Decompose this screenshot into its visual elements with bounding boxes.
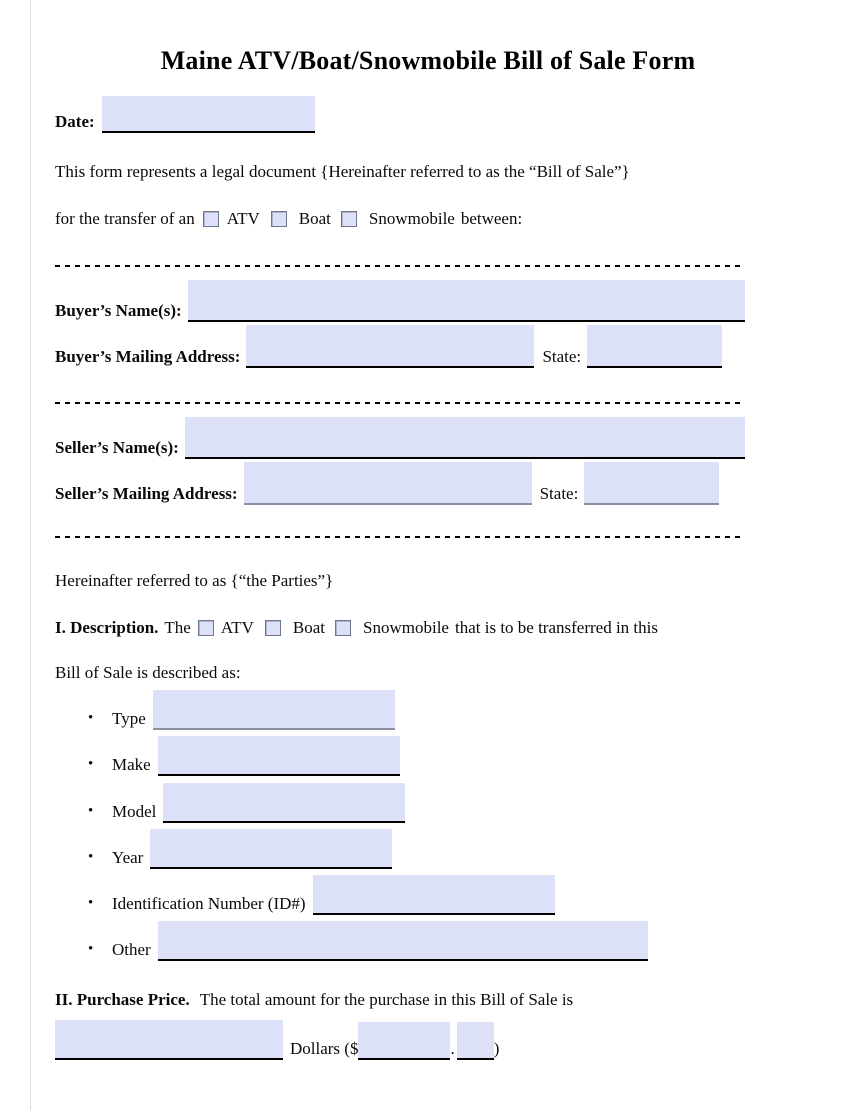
transfer-snowmobile-checkbox[interactable] — [341, 211, 357, 227]
type-row — [55, 690, 745, 730]
purchase-price-line — [55, 988, 745, 1010]
bullet-icon: • — [88, 941, 94, 957]
bullet-icon: • — [88, 895, 94, 911]
date-row — [55, 96, 745, 133]
model-field[interactable] — [163, 783, 405, 823]
buyer-address-field[interactable] — [246, 325, 534, 368]
other-field[interactable] — [158, 921, 648, 961]
id-number-field[interactable] — [313, 875, 555, 915]
seller-address-field[interactable] — [244, 462, 532, 505]
other-label: Other — [112, 940, 151, 959]
transfer-atv-checkbox[interactable] — [203, 211, 219, 227]
purchase-price-heading: II. Purchase Price. — [55, 990, 190, 1009]
description-atv-checkbox[interactable] — [198, 620, 214, 636]
bullet-icon: • — [88, 756, 94, 772]
transfer-suffix-text: between: — [460, 209, 523, 228]
description-post-text: that is to be transferred in this — [454, 618, 658, 637]
bullet-icon: • — [88, 803, 94, 819]
transfer-boat-checkbox[interactable] — [271, 211, 287, 227]
id-number-label: Identification Number (ID#) — [112, 894, 306, 913]
make-field[interactable] — [158, 736, 400, 776]
other-row — [55, 921, 745, 961]
parties-note: Hereinafter referred to as {“the Parties”} — [55, 571, 334, 590]
seller-address-label: Seller’s Mailing Address: — [55, 484, 238, 503]
bullet-icon: • — [88, 710, 94, 726]
buyer-address-row — [55, 325, 745, 368]
buyer-name-field[interactable] — [188, 280, 745, 322]
make-label: Make — [112, 755, 151, 774]
seller-name-field[interactable] — [185, 417, 745, 459]
date-label: Date: — [55, 112, 95, 131]
year-field[interactable] — [150, 829, 392, 869]
model-label: Model — [112, 802, 157, 821]
transfer-atv-label: ATV — [226, 209, 260, 228]
seller-state-label: State: — [539, 484, 579, 503]
description-heading: I. Description. — [55, 618, 159, 637]
section-divider — [55, 265, 745, 267]
amount-row — [55, 1020, 745, 1060]
section-divider — [55, 402, 745, 404]
dollars-label: Dollars ($ — [290, 1039, 359, 1058]
description-snowmobile-label: Snowmobile — [363, 618, 449, 637]
transfer-snowmobile-label: Snowmobile — [368, 209, 455, 228]
page-edge-line — [30, 0, 31, 1110]
description-line-2: Bill of Sale is described as: — [55, 663, 241, 682]
description-pre-text: The — [164, 618, 191, 637]
year-row — [55, 829, 745, 869]
bullet-icon: • — [88, 849, 94, 865]
amount-written-field[interactable] — [55, 1020, 283, 1060]
intro-line-2 — [55, 208, 745, 230]
seller-name-row — [55, 417, 745, 459]
buyer-address-label: Buyer’s Mailing Address: — [55, 347, 241, 366]
close-paren: ) — [493, 1039, 500, 1058]
section-divider — [55, 536, 745, 538]
intro-line-1: This form represents a legal document {Hereinafter referred to as the “Bill of Sale”} — [55, 162, 630, 181]
buyer-name-row — [55, 280, 745, 322]
buyer-state-label: State: — [542, 347, 582, 366]
seller-address-row — [55, 462, 745, 505]
transfer-boat-label: Boat — [298, 209, 331, 228]
description-atv-label: ATV — [220, 618, 254, 637]
decimal-point: . — [450, 1039, 455, 1058]
description-heading-line — [55, 617, 745, 639]
cents-field[interactable] — [457, 1022, 494, 1060]
seller-name-label: Seller’s Name(s): — [55, 438, 179, 457]
type-label: Type — [112, 709, 146, 728]
page-title: Maine ATV/Boat/Snowmobile Bill of Sale Form — [160, 46, 696, 75]
description-boat-checkbox[interactable] — [265, 620, 281, 636]
make-row — [55, 736, 745, 776]
description-boat-label: Boat — [292, 618, 326, 637]
id-number-row — [55, 875, 745, 915]
dollars-numeric-field[interactable] — [358, 1022, 450, 1060]
purchase-price-sentence: The total amount for the purchase in this Bill of Sale is — [199, 990, 574, 1009]
model-row — [55, 783, 745, 823]
buyer-name-label: Buyer’s Name(s): — [55, 301, 182, 320]
buyer-state-field[interactable] — [587, 325, 722, 368]
type-field[interactable] — [153, 690, 395, 730]
description-snowmobile-checkbox[interactable] — [335, 620, 351, 636]
date-field[interactable] — [102, 96, 315, 133]
seller-state-field[interactable] — [584, 462, 719, 505]
year-label: Year — [112, 848, 144, 867]
transfer-prefix-text: for the transfer of an — [55, 209, 195, 228]
